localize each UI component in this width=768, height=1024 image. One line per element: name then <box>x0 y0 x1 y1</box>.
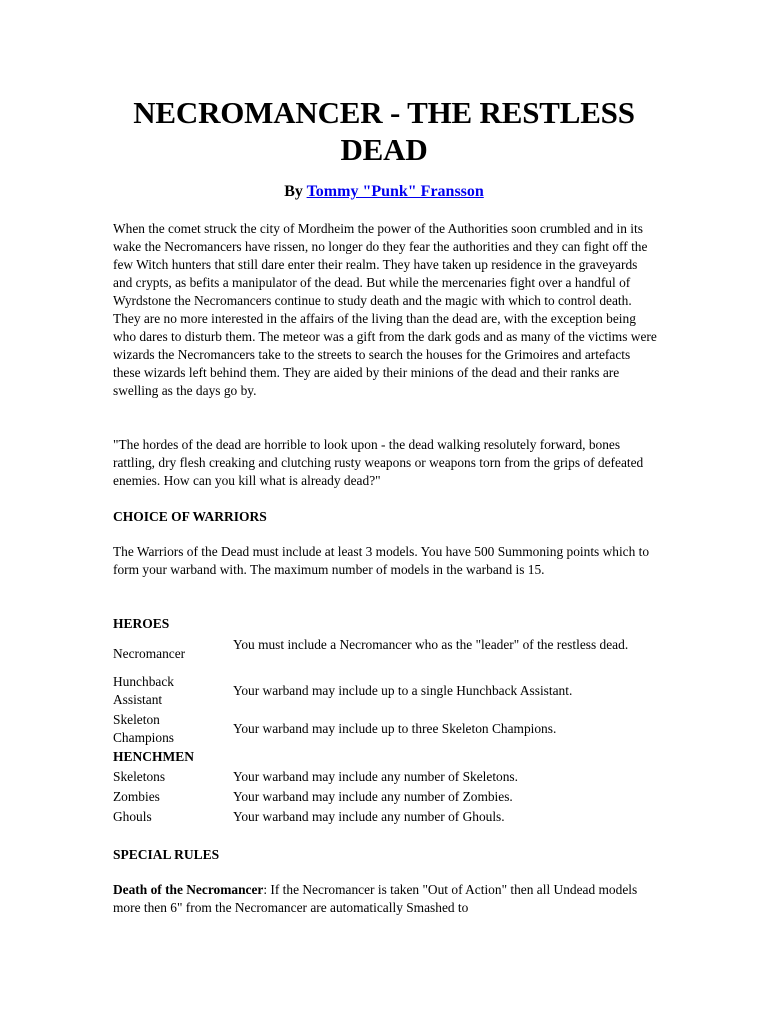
hero-name: Hunchback Assistant <box>113 674 174 707</box>
special-rule-title: Death of the Necromancer <box>113 882 264 897</box>
byline <box>0 182 768 202</box>
heroes-heading: HEROES <box>113 616 170 631</box>
special-rule-paragraph <box>113 881 658 917</box>
henchmen-heading: HENCHMEN <box>113 749 194 764</box>
hero-name: Necromancer <box>113 646 186 661</box>
hero-desc: You must include a Necromancer who as the "leader" of the restless dead. <box>233 637 629 652</box>
hero-name: Skeleton Champions <box>113 712 175 745</box>
henchman-desc: Your warband may include any number of Zombies. <box>233 789 513 804</box>
intro-paragraph: When the comet struck the city of Mordheim the power of the Authorities soon crumbled and in its wake the Necromancers have rissen, no longer do they fear the authorities and they can fight off the few Witch hunters that still dare enter their realm. They have taken up residence in the graveyards and crypts, as befits a manipulator of the dead. But while the mercenaries fight over a handful of Wyrdstone the Necromancers continue to study death and the magic with which to control death. They are no more interested in the affairs of the living than the dead are, with the exception being who dares to disturb them. The meteor was a gift from the dark gods and as many of the victims were wizards the Necromancers take to the streets to search the houses for the Grimoires and artefacts these wizards left behind them. They are aided by their minions of the dead and their ranks are swelling as the days go by. <box>113 221 657 398</box>
hero-desc: Your warband may include up to three Skeleton Champions. <box>233 721 557 736</box>
special-rule-text: : If the Necromancer is taken "Out of Action" then all Undead models more then 6" from the Necromancer are automatically Smashed to <box>113 882 638 915</box>
quote-paragraph: "The hordes of the dead are horrible to look upon - the dead walking resolutely forward, bones rattling, dry flesh creaking and clutching rusty weapons or weapons torn from the grips of defeated enemies. How can you kill what is already dead?" <box>113 437 644 488</box>
henchman-name: Skeletons <box>113 769 166 784</box>
hero-desc: Your warband may include up to a single Hunchback Assistant. <box>233 683 573 698</box>
choice-of-warriors-text: The Warriors of the Dead must include at least 3 models. You have 500 Summoning points which to form your warband with. The maximum number of models in the warband is 15. <box>113 544 650 577</box>
henchman-desc: Your warband may include any number of Skeletons. <box>233 769 518 784</box>
henchman-name: Ghouls <box>113 809 152 824</box>
henchman-desc: Your warband may include any number of Ghouls. <box>233 809 505 824</box>
author-link[interactable]: Tommy "Punk" Fransson <box>306 183 484 200</box>
byline-prefix: By <box>284 183 307 200</box>
page-title: NECROMANCER - THE RESTLESS DEAD <box>133 95 635 167</box>
choice-of-warriors-heading: CHOICE OF WARRIORS <box>113 509 267 524</box>
special-rules-heading: SPECIAL RULES <box>113 847 220 862</box>
henchman-name: Zombies <box>113 789 160 804</box>
